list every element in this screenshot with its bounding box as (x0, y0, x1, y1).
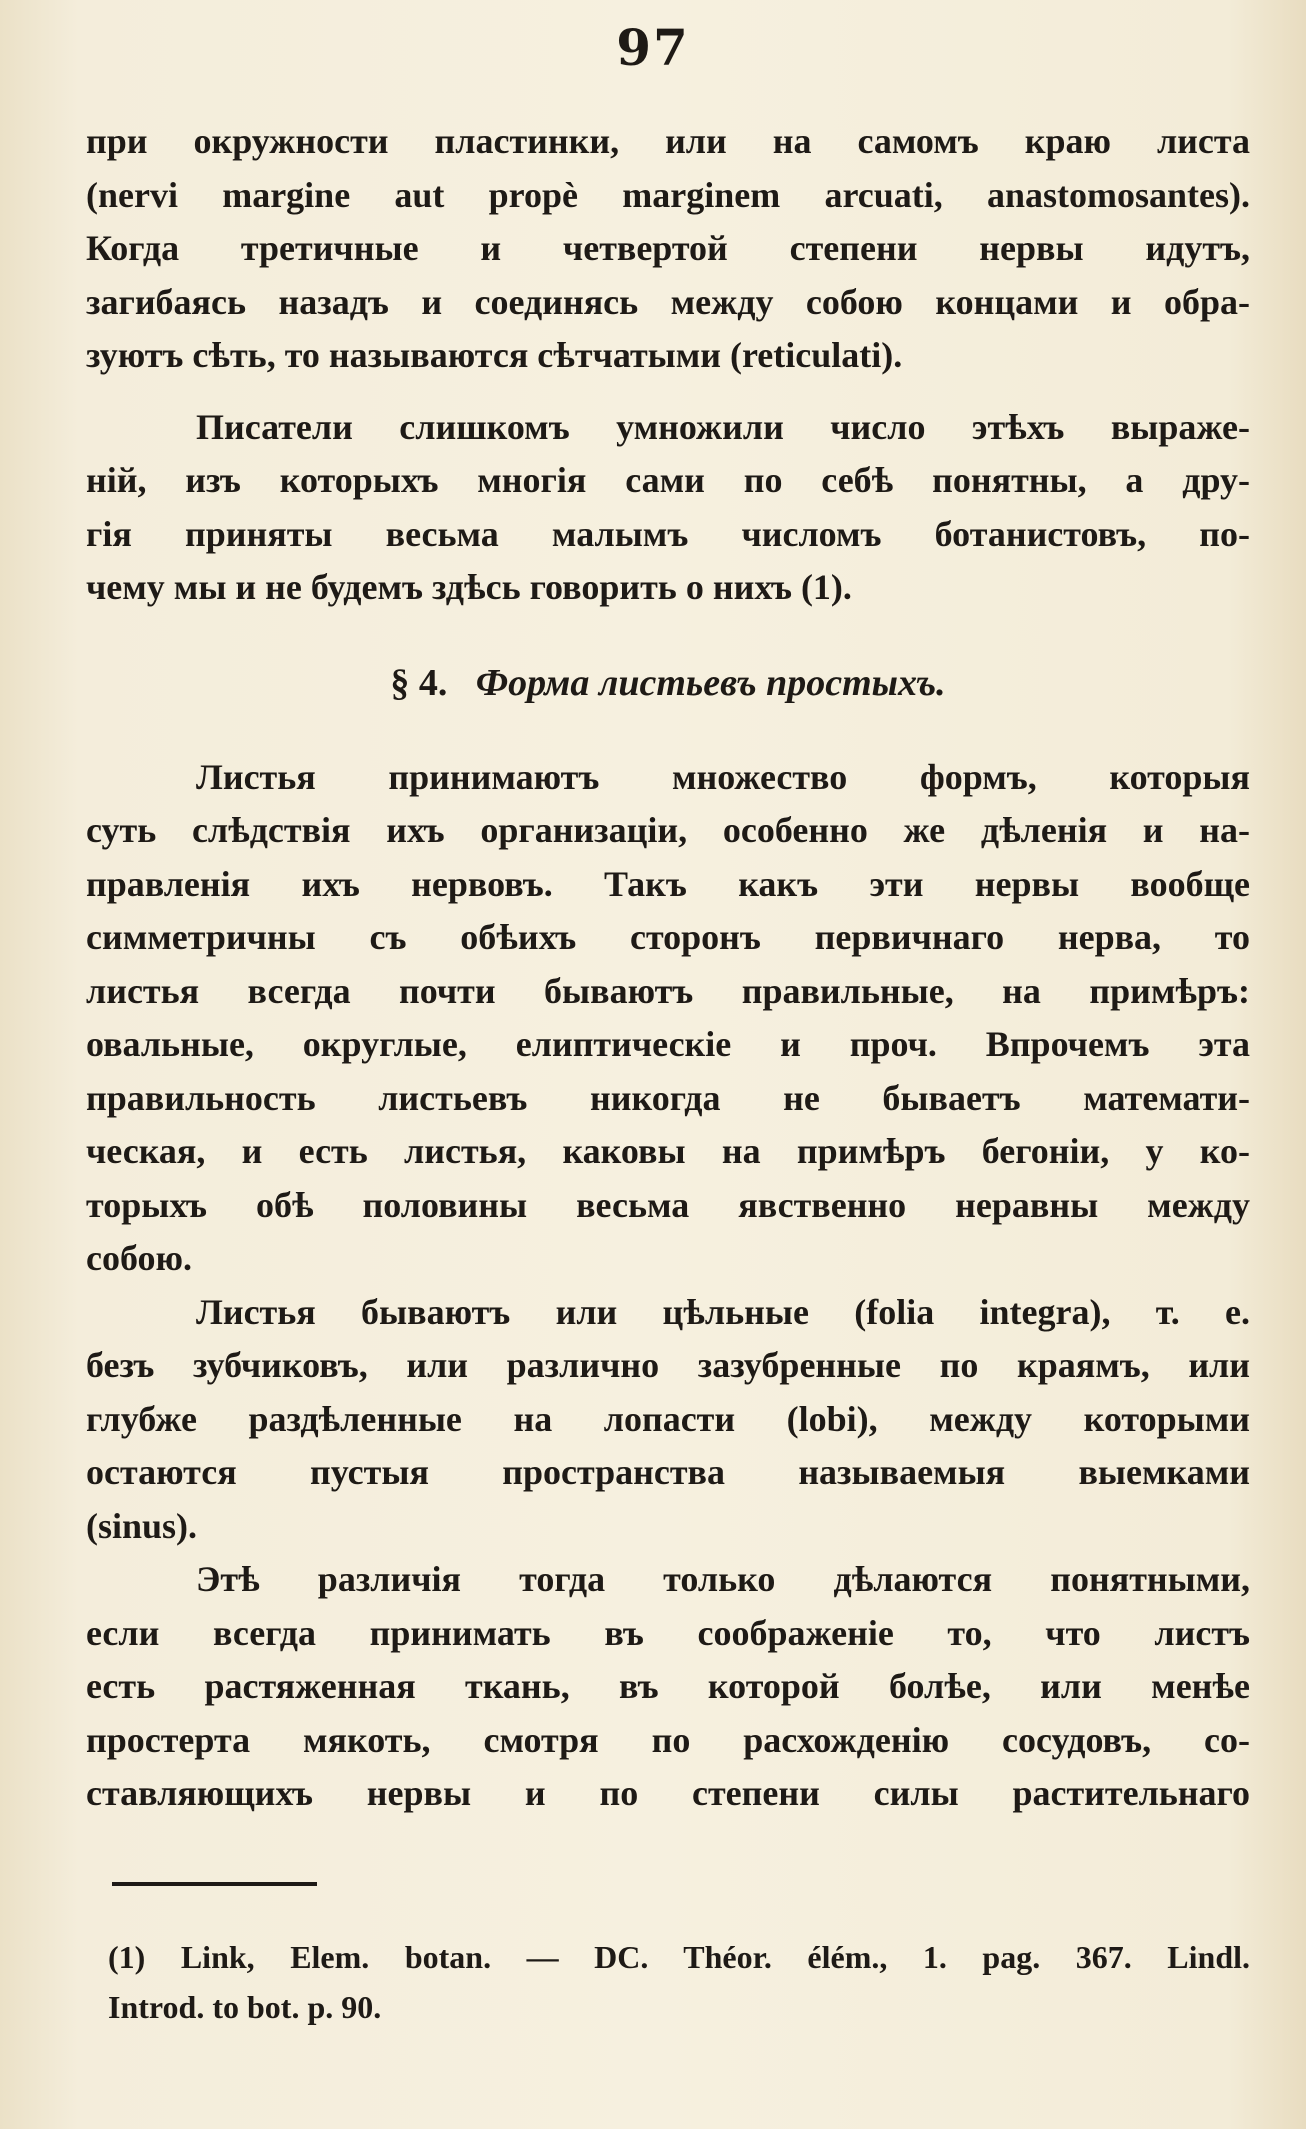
paragraph (86, 1553, 1250, 1821)
paragraph (86, 401, 1250, 615)
section-mark: § 4. (390, 661, 448, 704)
text-line: (sinus). (86, 1505, 198, 1546)
text-line: глубже раздѣленные на лопасти (lobi), между которыми (86, 1398, 1250, 1439)
footnote (108, 1932, 1250, 2032)
text-line: Писатели слишкомъ умножили число этѣхъ выраже- (196, 406, 1250, 447)
text-line: правильность листьевъ никогда не бываетъ математи- (86, 1077, 1250, 1118)
text-line: правленiя ихъ нервовъ. Такъ какъ эти нервы вообще (86, 863, 1250, 904)
text-line: Листья бываютъ или цѣльные (folia integra), т. е. (196, 1291, 1250, 1332)
text-line: Когда третичные и четвертой степени нервы идутъ, (86, 228, 1250, 268)
section-heading (86, 653, 1250, 713)
paragraph (86, 115, 1250, 383)
footnote-divider (112, 1882, 317, 1886)
text-line: гiя приняты весьма малымъ числомъ ботанистовъ, по- (86, 513, 1250, 554)
text-line: Этѣ различiя тогда только дѣлаются понятными, (196, 1559, 1250, 1599)
text-line: торыхъ обѣ половины весьма явственно неравны между (86, 1184, 1250, 1225)
text-line: собою. (86, 1238, 193, 1278)
text-line: листья всегда почти бываютъ правильные, на примѣръ: (86, 970, 1250, 1011)
text-line: есть растяженная ткань, въ которой болѣе, или менѣе (86, 1666, 1250, 1706)
footnote-line: Introd. to bot. p. 90. (108, 1989, 382, 2025)
text-line: остаются пустыя пространства называемыя выемками (86, 1452, 1250, 1492)
paragraph (86, 1286, 1250, 1554)
text-line: нiй, изъ которыхъ многiя сами по себѣ понятны, а дру- (86, 460, 1250, 500)
text-line: Листья принимаютъ множество формъ, которыя (196, 756, 1250, 797)
text-line: (nervi margine aut propè marginem arcuati, anastomosantes). (86, 174, 1250, 215)
paragraph (86, 751, 1250, 1286)
body-text (86, 115, 1250, 1821)
text-line: зуютъ сѣть, то называются сѣтчатыми (reticulati). (86, 335, 903, 375)
page-number: 97 (616, 18, 690, 77)
text-line: при окружности пластинки, или на самомъ краю листа (86, 121, 1250, 161)
text-line: безъ зубчиковъ, или различно зазубренные по краямъ, или (86, 1345, 1250, 1385)
text-line: загибаясь назадъ и соединясь между собою концами и обра- (86, 281, 1250, 322)
text-line: ческая, и есть листья, каковы на примѣръ бегонiи, у ко- (86, 1131, 1250, 1171)
text-line: симметричны съ обѣихъ сторонъ первичнаго нерва, то (86, 917, 1250, 957)
text-line: овальные, округлые, елиптическiе и проч. Впрочемъ эта (86, 1024, 1250, 1064)
text-line: суть слѣдствiя ихъ организацiи, особенно же дѣленiя и на- (86, 810, 1250, 850)
text-line: ставляющихъ нервы и по степени силы растительнаго (86, 1773, 1250, 1813)
footnote-line: (1) Link, Elem. botan. — DC. Théor. élém., 1. pag. 367. Lindl. (108, 1939, 1250, 1975)
section-title: Форма листьевъ простыхъ. (475, 661, 946, 704)
text-line: если всегда принимать въ соображенiе то, что листъ (86, 1612, 1250, 1653)
text-line: простерта мякоть, смотря по расхожденiю сосудовъ, со- (86, 1719, 1250, 1760)
text-line: чему мы и не будемъ здѣсь говорить о нихъ (1). (86, 567, 852, 607)
